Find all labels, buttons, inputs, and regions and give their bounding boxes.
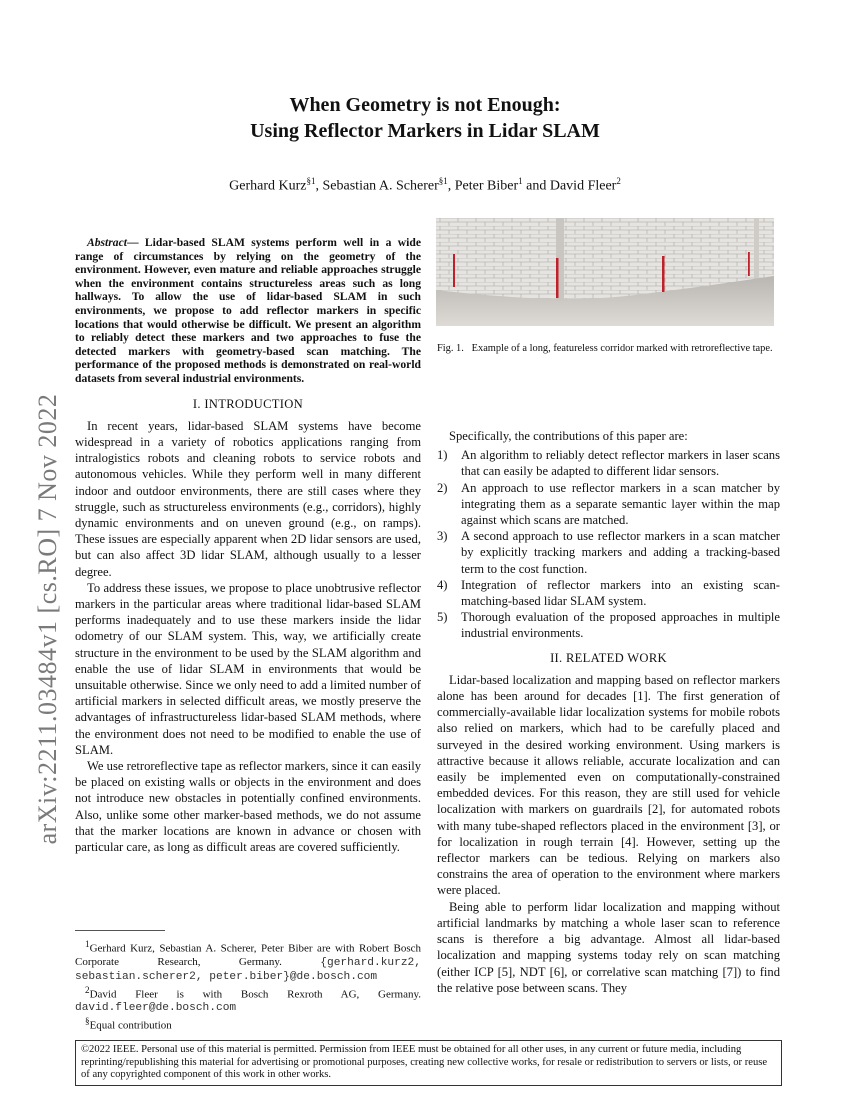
reflector-marker [453, 254, 455, 287]
separator: , [315, 178, 323, 194]
abstract-text: — Lidar-based SLAM systems perform well in a wide range of circumstances by relying on the geometry of the environment. However, even mature and reliable approaches struggle when the environment contains structureless areas such as long hallways. To allow the use of lidar-based SLAM in such environments, we propose to add reflector markers in specific locations that would otherwise be difficult. We present an algorithm to reliably detect these markers and two approaches to fuse the detected markers with geometry-based scan matching. The performance of the proposed methods is demonstrated on real-world datasets from several industrial environments. [75, 236, 421, 385]
reflector-marker [556, 258, 559, 298]
right-column [437, 428, 780, 996]
abstract [75, 236, 421, 386]
list-item [437, 528, 780, 577]
list-item [437, 609, 780, 641]
list-text: An approach to use reflector markers in a scan matcher by integrating them as a separate semantic layer within the map against which scans are matched. [461, 480, 780, 528]
author-affiliation: 2 [616, 176, 621, 186]
caption-text: Example of a long, featureless corridor marked with retroreflective tape. [471, 343, 773, 354]
footnotes [75, 938, 421, 1033]
corridor-photo [436, 218, 774, 326]
list-number: 1) [437, 448, 448, 463]
footnote-text: David Fleer is with Bosch Rexroth AG, Germany. [89, 988, 421, 1001]
paragraph: Lidar-based localization and mapping based on reflector markers alone has been around for decades [1]. The first generation of commercially-available lidar localization systems for mobile robots also relied on markers, which had to be carefully placed and surveyed in the desired working environment. Using markers is attractive because it allows reliable, accurate localization and can easily be implemented even on computationally-constrained embedded devices. For this reason, they are still used for vehicle localization with markers on guardrails [2], for automated robots with many tube-shaped reflectors placed in the environment [3], or for localization in rough terrain [4]. However, setting up the reflector markers can be tedious. Relying on markers also constrains the area of operation to the environment where markers were placed. [437, 672, 780, 898]
author-affiliation: 1 [518, 176, 523, 186]
footnote-text: Equal contribution [89, 1019, 172, 1032]
arxiv-identifier: arXiv:2211.03484v1 [cs.RO] 7 Nov 2022 [33, 393, 62, 845]
list-text: Thorough evaluation of the proposed approaches in multiple industrial environments. [461, 610, 780, 641]
list-text: An algorithm to reliably detect reflector markers in laser scans that can easily be adapted to different lidar sensors. [461, 448, 780, 479]
section-heading-related-work: II. RELATED WORK [550, 650, 667, 665]
list-item [437, 447, 780, 479]
author-affiliation: §1 [306, 176, 316, 186]
figure-caption [437, 342, 780, 355]
footnote-mark: § [85, 1016, 90, 1027]
list-number: 5) [437, 610, 448, 625]
list-item [437, 577, 780, 609]
footnote-rule [75, 930, 165, 931]
reflector-marker [662, 256, 665, 292]
contributions-list [437, 447, 780, 641]
contributions-intro: Specifically, the contributions of this paper are: [449, 429, 688, 443]
list-number: 2) [437, 480, 448, 495]
paragraph: In recent years, lidar-based SLAM systems have become widespread in a variety of robotics applications ranging from intralogistics robots and cleaning robots to service robots and autonomous vehicles. While they perform well in many different indoor and outdoor environments, there are still cases where they struggle, such as structureless environments (e.g., corridors), highly dynamic environments and on uneven ground (e.g., on ramps). These issues are especially apparent when 2D lidar sensors are used, but can also affect 3D lidar SLAM, although usually to a lesser degree. [75, 418, 421, 579]
paper-title [0, 92, 850, 144]
paragraph: To address these issues, we propose to place unobtrusive reflector markers in the particular areas where traditional lidar-based SLAM performs inadequately and to use these markers inside the lidar odometry of our SLAM system. This, way, we artificially create structure in the environment to be used by the SLAM algorithm and enable the use of lidar SLAM in environments that would be unsuitable otherwise. Since we only need to add a limited number of artificial markers in selected difficult areas, we mostly preserve the advantages of infrastructureless lidar-based SLAM methods, where the environment does not need to be modified to enable the use of SLAM. [75, 580, 421, 757]
author: Sebastian A. Scherer [322, 178, 439, 194]
caption-label: Fig. 1. [437, 343, 464, 354]
paragraph: Being able to perform lidar localization and mapping without artificial landmarks by matching a whole laser scan to reference scans is therefore a big advantage. Almost all lidar-based localization and mapping systems today rely on scan matching (either ICP [5], NDT [6], or correlative scan matching [7]) to find the relative pose between scans. They [437, 899, 780, 995]
abstract-label: Abstract [87, 236, 127, 249]
list-text: A second approach to use reflector markers in a scan matcher by explicitly tracking markers and adding a tracking-based term to the cost function. [461, 529, 780, 576]
footnote-3 [75, 1015, 421, 1033]
author: Peter Biber [454, 178, 519, 194]
author-affiliation: §1 [438, 176, 448, 186]
footnote-2 [75, 984, 421, 1016]
list-number: 3) [437, 529, 448, 544]
list-number: 4) [437, 577, 448, 592]
author: David Fleer [549, 178, 617, 194]
copyright-notice: ©2022 IEEE. Personal use of this material is permitted. Permission from IEEE must be obtained for all other uses, in any current or future media, including reprinting/republishing this material for advertising or promotional purposes, creating new collective works, for resale or redistribution to servers or lists, or reuse of any copyrighted component of this work in other works. [75, 1040, 782, 1086]
separator: and [522, 178, 550, 194]
section-heading-introduction: I. INTRODUCTION [192, 396, 304, 411]
left-column [75, 236, 421, 855]
footnote-mark: 2 [85, 984, 90, 995]
footnote-mark: 1 [85, 939, 90, 949]
footnote-text: Gerhard Kurz, Sebastian A. Scherer, Peter Biber are with Robert Bosch Corporate Research, Germany. [75, 942, 421, 968]
title-line-2: Using Reflector Markers in Lidar SLAM [250, 120, 600, 142]
paragraph: We use retroreflective tape as reflector markers, since it can easily be placed on existing walls or objects in the environment and does not introduce new obstacles in potentially confined environments. Also, unlike some other marker-based methods, we do not assume that the marker locations are known in advance or chosen with particular care, as long as difficult areas are covered sufficiently. [75, 759, 421, 855]
footnote-email: {gerhard.kurz2, sebastian.scherer2, peter.biber}@de.bosch.com [75, 956, 421, 983]
footnote-email: david.fleer@de.bosch.com [75, 1002, 237, 1015]
author: Gerhard Kurz [229, 178, 307, 194]
list-text: Integration of reflector markers into an existing scan-matching-based lidar SLAM system. [461, 577, 780, 609]
footnote-1 [75, 938, 421, 984]
reflector-marker [748, 252, 750, 276]
list-item [437, 480, 780, 529]
separator: , [447, 178, 455, 194]
title-line-1: When Geometry is not Enough: [289, 94, 561, 116]
figure-corridor-photo [436, 218, 774, 326]
author-list [0, 176, 850, 195]
